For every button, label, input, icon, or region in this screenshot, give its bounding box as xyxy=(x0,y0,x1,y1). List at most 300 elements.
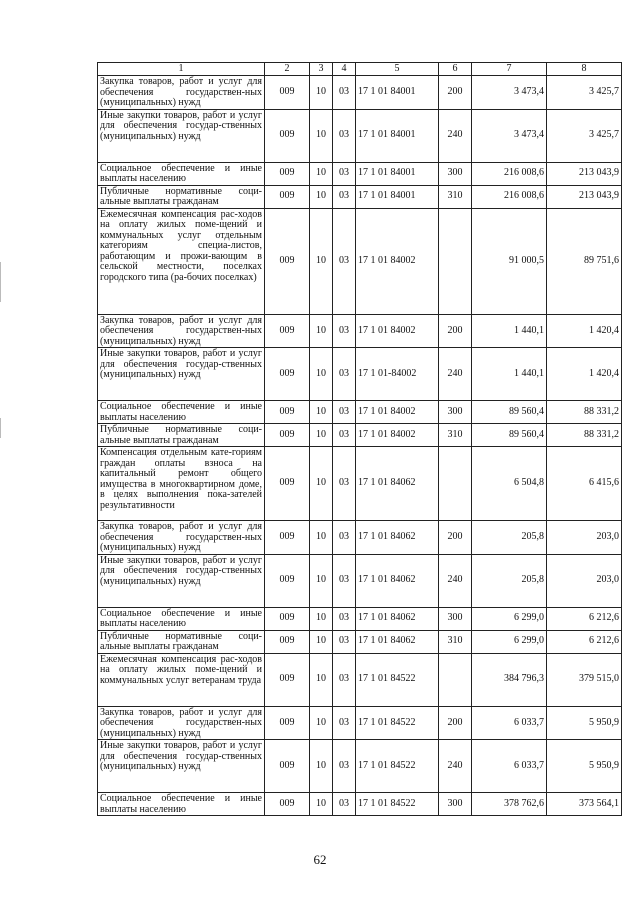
row-value-cell xyxy=(472,521,547,555)
row-value-cell xyxy=(472,208,547,314)
row-value-cell xyxy=(547,607,622,630)
row-value: 88 331,2 xyxy=(584,405,619,417)
row-value: 009 xyxy=(279,428,295,440)
row-value-cell xyxy=(265,706,310,740)
row-value: 03 xyxy=(339,635,349,647)
row-value: 10 xyxy=(316,574,326,586)
row-value-cell xyxy=(333,740,356,793)
row-value: 03 xyxy=(339,477,349,489)
row-value: 009 xyxy=(279,673,295,685)
row-value-cell xyxy=(310,653,333,706)
row-value-cell xyxy=(333,554,356,607)
row-value-cell xyxy=(439,162,472,185)
table-row xyxy=(98,447,622,521)
row-value: 009 xyxy=(279,477,295,489)
row-value: 89 751,6 xyxy=(584,254,619,266)
table-row xyxy=(98,208,622,314)
row-value-cell xyxy=(439,76,472,110)
row-value: 378 762,6 xyxy=(504,797,544,809)
row-description: Закупка товаров, работ и услуг для обеспечения государствен-ных (муниципальных) нужд xyxy=(100,314,262,347)
row-value-cell xyxy=(310,607,333,630)
row-value-cell xyxy=(356,162,439,185)
row-value: 17 1 01 84522 xyxy=(358,797,416,809)
table-row xyxy=(98,554,622,607)
row-value: 205,8 xyxy=(521,574,544,586)
row-value-cell xyxy=(333,630,356,653)
row-value-cell xyxy=(439,348,472,401)
row-value-cell xyxy=(333,706,356,740)
row-value: 009 xyxy=(279,86,295,97)
row-value-cell xyxy=(333,521,356,555)
row-value-cell xyxy=(439,740,472,793)
row-value-cell xyxy=(547,706,622,740)
row-value-cell xyxy=(310,348,333,401)
row-value: 3 473,4 xyxy=(514,129,544,141)
row-value-cell xyxy=(472,447,547,521)
row-value-cell xyxy=(356,630,439,653)
row-value-cell xyxy=(310,740,333,793)
row-value-cell xyxy=(265,348,310,401)
table-row xyxy=(98,793,622,816)
row-value: 009 xyxy=(279,797,295,809)
row-value: 240 xyxy=(447,129,463,141)
row-value: 310 xyxy=(447,635,463,647)
row-value-cell xyxy=(265,630,310,653)
row-value: 03 xyxy=(339,167,349,179)
row-description: Иные закупки товаров, работ и услуг для обеспечения государ-ственных (муниципальных) нужд xyxy=(100,740,262,772)
row-value-cell xyxy=(333,348,356,401)
row-description: Ежемесячная компенсация рас-ходов на оплату жилых поме-щений и коммунальных услуг ветеранам труда xyxy=(100,653,262,686)
row-value: 009 xyxy=(279,324,295,336)
row-value-cell xyxy=(333,109,356,162)
row-value: 310 xyxy=(447,428,463,440)
table-header-row xyxy=(98,63,622,76)
table-row xyxy=(98,740,622,793)
row-value: 03 xyxy=(339,324,349,336)
row-value-cell xyxy=(310,447,333,521)
row-description-cell xyxy=(98,314,265,348)
row-value-cell xyxy=(356,208,439,314)
row-description-cell xyxy=(98,424,265,447)
row-value: 240 xyxy=(447,759,463,771)
table-row xyxy=(98,630,622,653)
row-value-cell xyxy=(265,793,310,816)
row-description-cell xyxy=(98,630,265,653)
row-value: 03 xyxy=(339,797,349,809)
row-value: 10 xyxy=(316,612,326,624)
row-value-cell xyxy=(356,314,439,348)
table-row xyxy=(98,76,622,110)
row-value: 17 1 01 84062 xyxy=(358,531,416,542)
row-value: 10 xyxy=(316,428,326,440)
row-description: Закупка товаров, работ и услуг для обеспечения государствен-ных (муниципальных) нужд xyxy=(100,521,262,553)
row-value-cell xyxy=(356,185,439,208)
row-value: 17 1 01 84002 xyxy=(358,405,416,417)
row-value-cell xyxy=(472,793,547,816)
row-value-cell xyxy=(472,185,547,208)
row-value: 203,0 xyxy=(596,531,619,542)
row-value: 300 xyxy=(447,405,463,417)
row-value: 10 xyxy=(316,635,326,647)
row-value-cell xyxy=(265,162,310,185)
row-value: 17 1 01 84522 xyxy=(358,673,416,685)
row-value-cell xyxy=(265,740,310,793)
row-value-cell xyxy=(356,76,439,110)
row-value-cell xyxy=(439,424,472,447)
row-value-cell xyxy=(439,706,472,740)
row-value: 03 xyxy=(339,612,349,624)
row-value-cell xyxy=(265,314,310,348)
row-value-cell xyxy=(310,554,333,607)
row-description: Социальное обеспечение и иные выплаты населению xyxy=(100,607,262,629)
row-value-cell xyxy=(472,348,547,401)
row-value: 10 xyxy=(316,129,326,141)
row-value: 1 420,4 xyxy=(589,367,619,379)
row-value-cell xyxy=(356,607,439,630)
row-description: Закупка товаров, работ и услуг для обеспечения государствен-ных (муниципальных) нужд xyxy=(100,76,262,108)
row-value-cell xyxy=(547,348,622,401)
row-value: 5 950,9 xyxy=(589,759,619,771)
row-value-cell xyxy=(547,554,622,607)
row-value: 03 xyxy=(339,86,349,97)
table-row xyxy=(98,401,622,424)
row-value-cell xyxy=(310,793,333,816)
row-value-cell xyxy=(333,162,356,185)
row-value-cell xyxy=(333,607,356,630)
row-value-cell xyxy=(472,653,547,706)
row-value-cell xyxy=(439,109,472,162)
row-value: 17 1 01 84062 xyxy=(358,635,416,647)
row-value-cell xyxy=(472,607,547,630)
row-value-cell xyxy=(265,607,310,630)
row-description-cell xyxy=(98,76,265,110)
row-value-cell xyxy=(356,424,439,447)
row-value: 310 xyxy=(447,190,463,202)
row-value: 03 xyxy=(339,759,349,771)
table-row xyxy=(98,521,622,555)
row-value: 009 xyxy=(279,167,295,179)
row-value-cell xyxy=(547,740,622,793)
row-value: 5 950,9 xyxy=(589,716,619,728)
row-value-cell xyxy=(356,740,439,793)
row-value: 17 1 01 84001 xyxy=(358,86,416,97)
row-value: 1 420,4 xyxy=(589,324,619,336)
header-cell: 8 xyxy=(547,63,622,76)
row-value-cell xyxy=(472,314,547,348)
row-description-cell xyxy=(98,607,265,630)
row-value-cell xyxy=(356,109,439,162)
row-description: Иные закупки товаров, работ и услуг для обеспечения государ-ственных (муниципальных) нужд xyxy=(100,109,262,142)
row-description-cell xyxy=(98,521,265,555)
row-value: 10 xyxy=(316,531,326,542)
row-value: 6 299,0 xyxy=(514,635,544,647)
row-value-cell xyxy=(333,401,356,424)
row-value: 205,8 xyxy=(521,531,544,542)
row-value: 6 504,8 xyxy=(514,477,544,489)
row-value: 03 xyxy=(339,574,349,586)
row-value: 10 xyxy=(316,167,326,179)
row-value: 10 xyxy=(316,254,326,266)
row-description-cell xyxy=(98,185,265,208)
row-value: 17 1 01 84002 xyxy=(358,324,416,336)
row-value: 17 1 01 84062 xyxy=(358,574,416,586)
row-value-cell xyxy=(310,424,333,447)
row-value-cell xyxy=(547,314,622,348)
row-value-cell xyxy=(356,447,439,521)
row-value-cell xyxy=(547,162,622,185)
row-value: 10 xyxy=(316,86,326,97)
row-value-cell xyxy=(265,208,310,314)
row-description-cell xyxy=(98,706,265,740)
row-description: Ежемесячная компенсация рас-ходов на оплату жилых поме-щений и коммунальных услуг отдельным категориям специа-листов, работающим и прожи-вающим в сельской местности, поселках городского типа (ра-бочих поселках) xyxy=(100,208,262,283)
row-value: 89 560,4 xyxy=(509,428,544,440)
row-value: 213 043,9 xyxy=(579,190,619,202)
row-value-cell xyxy=(356,554,439,607)
row-value: 17 1 01-84002 xyxy=(358,367,417,379)
row-value: 009 xyxy=(279,190,295,202)
row-value-cell xyxy=(439,630,472,653)
row-value: 379 515,0 xyxy=(579,673,619,685)
row-value-cell xyxy=(356,521,439,555)
header-cell: 7 xyxy=(472,63,547,76)
row-description: Компенсация отдельным кате-гориям граждан оплаты взноса на капитальный ремонт общего имущества в многоквартирном доме, в целях выполнения пока-зателей результативности xyxy=(100,447,262,511)
row-value-cell xyxy=(472,401,547,424)
row-description-cell xyxy=(98,208,265,314)
row-description: Социальное обеспечение и иные выплаты населению xyxy=(100,401,262,423)
row-value-cell xyxy=(265,521,310,555)
row-value: 3 425,7 xyxy=(589,129,619,141)
row-value-cell xyxy=(310,521,333,555)
row-value: 384 796,3 xyxy=(504,673,544,685)
row-value: 17 1 01 84002 xyxy=(358,254,416,266)
row-value-cell xyxy=(310,76,333,110)
row-value: 203,0 xyxy=(596,574,619,586)
header-cell: 2 xyxy=(265,63,310,76)
row-value: 10 xyxy=(316,716,326,728)
row-description-cell xyxy=(98,653,265,706)
row-value-cell xyxy=(333,208,356,314)
row-value-cell xyxy=(310,162,333,185)
row-value: 6 033,7 xyxy=(514,759,544,771)
row-description-cell xyxy=(98,740,265,793)
row-value-cell xyxy=(547,521,622,555)
row-value: 6 299,0 xyxy=(514,612,544,624)
row-value: 10 xyxy=(316,759,326,771)
row-value-cell xyxy=(547,208,622,314)
row-value-cell xyxy=(439,401,472,424)
row-value: 3 473,4 xyxy=(514,86,544,97)
row-description-cell xyxy=(98,554,265,607)
row-value-cell xyxy=(472,76,547,110)
table-row xyxy=(98,706,622,740)
row-value: 200 xyxy=(447,716,463,728)
row-value-cell xyxy=(547,424,622,447)
row-value-cell xyxy=(265,554,310,607)
row-value: 03 xyxy=(339,673,349,685)
row-value: 03 xyxy=(339,190,349,202)
row-value-cell xyxy=(547,185,622,208)
row-description: Закупка товаров, работ и услуг для обеспечения государствен-ных (муниципальных) нужд xyxy=(100,706,262,739)
row-value: 009 xyxy=(279,635,295,647)
row-value-cell xyxy=(265,653,310,706)
row-value-cell xyxy=(547,653,622,706)
row-description-cell xyxy=(98,447,265,521)
row-value: 17 1 01 84002 xyxy=(358,428,416,440)
row-value-cell xyxy=(547,447,622,521)
row-description-cell xyxy=(98,401,265,424)
row-value-cell xyxy=(547,630,622,653)
row-value: 91 000,5 xyxy=(509,254,544,266)
row-value-cell xyxy=(547,76,622,110)
row-description-cell xyxy=(98,109,265,162)
binding-mark-top xyxy=(0,262,1,302)
row-value-cell xyxy=(439,554,472,607)
row-value: 3 425,7 xyxy=(589,86,619,97)
row-value-cell xyxy=(333,185,356,208)
row-description: Публичные нормативные соци-альные выплаты гражданам xyxy=(100,630,262,652)
row-value: 216 008,6 xyxy=(504,167,544,179)
row-value-cell xyxy=(472,630,547,653)
row-value-cell xyxy=(265,76,310,110)
row-description: Публичные нормативные соци-альные выплаты гражданам xyxy=(100,424,262,446)
row-value: 009 xyxy=(279,254,295,266)
row-value: 03 xyxy=(339,428,349,440)
row-value: 17 1 01 84062 xyxy=(358,477,416,489)
header-cell: 4 xyxy=(333,63,356,76)
row-value: 17 1 01 84001 xyxy=(358,129,416,141)
row-description-cell xyxy=(98,348,265,401)
row-value: 17 1 01 84522 xyxy=(358,716,416,728)
row-value: 10 xyxy=(316,190,326,202)
row-value-cell xyxy=(265,109,310,162)
row-value: 009 xyxy=(279,612,295,624)
row-value-cell xyxy=(439,607,472,630)
page-number: 62 xyxy=(313,852,327,867)
row-value-cell xyxy=(265,185,310,208)
row-value-cell xyxy=(356,348,439,401)
header-cell: 3 xyxy=(310,63,333,76)
row-value: 213 043,9 xyxy=(579,167,619,179)
row-value: 10 xyxy=(316,477,326,489)
row-value: 216 008,6 xyxy=(504,190,544,202)
row-value: 6 415,6 xyxy=(589,477,619,489)
row-value: 200 xyxy=(447,324,463,336)
row-value: 300 xyxy=(447,167,463,179)
row-value-cell xyxy=(439,314,472,348)
row-value: 009 xyxy=(279,129,295,141)
row-value: 1 440,1 xyxy=(514,367,544,379)
row-value-cell xyxy=(310,208,333,314)
row-value-cell xyxy=(439,447,472,521)
row-value: 03 xyxy=(339,716,349,728)
row-value: 10 xyxy=(316,797,326,809)
table-row xyxy=(98,109,622,162)
row-value: 10 xyxy=(316,673,326,685)
header-cell: 1 xyxy=(98,63,265,76)
budget-table xyxy=(97,62,622,816)
row-value-cell xyxy=(439,793,472,816)
row-value: 6 212,6 xyxy=(589,612,619,624)
row-value-cell xyxy=(310,706,333,740)
row-value: 300 xyxy=(447,612,463,624)
row-description: Иные закупки товаров, работ и услуг для обеспечения государ-ственных (муниципальных) нужд xyxy=(100,554,262,587)
row-value-cell xyxy=(439,653,472,706)
row-value-cell xyxy=(356,706,439,740)
row-value-cell xyxy=(265,447,310,521)
binding-mark-bottom xyxy=(0,418,1,438)
table-row xyxy=(98,185,622,208)
row-value: 6 212,6 xyxy=(589,635,619,647)
row-value: 009 xyxy=(279,716,295,728)
row-value-cell xyxy=(472,162,547,185)
header-cell: 5 xyxy=(356,63,439,76)
row-value-cell xyxy=(439,208,472,314)
row-value: 17 1 01 84522 xyxy=(358,759,416,771)
row-value: 373 564,1 xyxy=(579,797,619,809)
row-value-cell xyxy=(547,401,622,424)
table-row xyxy=(98,348,622,401)
row-value: 6 033,7 xyxy=(514,716,544,728)
row-value: 200 xyxy=(447,86,463,97)
row-value-cell xyxy=(439,185,472,208)
row-value: 17 1 01 84062 xyxy=(358,612,416,624)
row-description-cell xyxy=(98,793,265,816)
row-value-cell xyxy=(333,424,356,447)
row-value: 009 xyxy=(279,531,295,542)
table-row xyxy=(98,607,622,630)
row-value: 03 xyxy=(339,367,349,379)
row-value: 009 xyxy=(279,574,295,586)
row-value-cell xyxy=(310,401,333,424)
row-value: 240 xyxy=(447,574,463,586)
row-value: 009 xyxy=(279,405,295,417)
row-value-cell xyxy=(333,793,356,816)
row-value-cell xyxy=(333,314,356,348)
row-value-cell xyxy=(356,401,439,424)
row-value: 89 560,4 xyxy=(509,405,544,417)
row-value: 88 331,2 xyxy=(584,428,619,440)
row-value: 1 440,1 xyxy=(514,324,544,336)
row-description: Социальное обеспечение и иные выплаты населению xyxy=(100,793,262,815)
row-value: 03 xyxy=(339,405,349,417)
row-value-cell xyxy=(547,793,622,816)
row-value: 200 xyxy=(447,531,463,542)
row-value: 009 xyxy=(279,367,295,379)
row-value-cell xyxy=(356,793,439,816)
row-value-cell xyxy=(472,554,547,607)
row-value: 300 xyxy=(447,797,463,809)
row-value-cell xyxy=(333,76,356,110)
row-value-cell xyxy=(310,185,333,208)
table-row xyxy=(98,653,622,706)
row-value: 03 xyxy=(339,531,349,542)
row-value: 03 xyxy=(339,254,349,266)
row-value-cell xyxy=(472,706,547,740)
row-value: 17 1 01 84001 xyxy=(358,190,416,202)
row-value-cell xyxy=(439,521,472,555)
row-value: 10 xyxy=(316,405,326,417)
row-description: Социальное обеспечение и иные выплаты населению xyxy=(100,162,262,184)
row-value-cell xyxy=(310,109,333,162)
row-value: 10 xyxy=(316,324,326,336)
row-description: Иные закупки товаров, работ и услуг для обеспечения государ-ственных (муниципальных) нужд xyxy=(100,348,262,380)
row-value: 240 xyxy=(447,367,463,379)
row-description: Публичные нормативные соци-альные выплаты гражданам xyxy=(100,185,262,207)
row-value-cell xyxy=(356,653,439,706)
table-row xyxy=(98,162,622,185)
row-value-cell xyxy=(310,630,333,653)
row-value-cell xyxy=(472,740,547,793)
